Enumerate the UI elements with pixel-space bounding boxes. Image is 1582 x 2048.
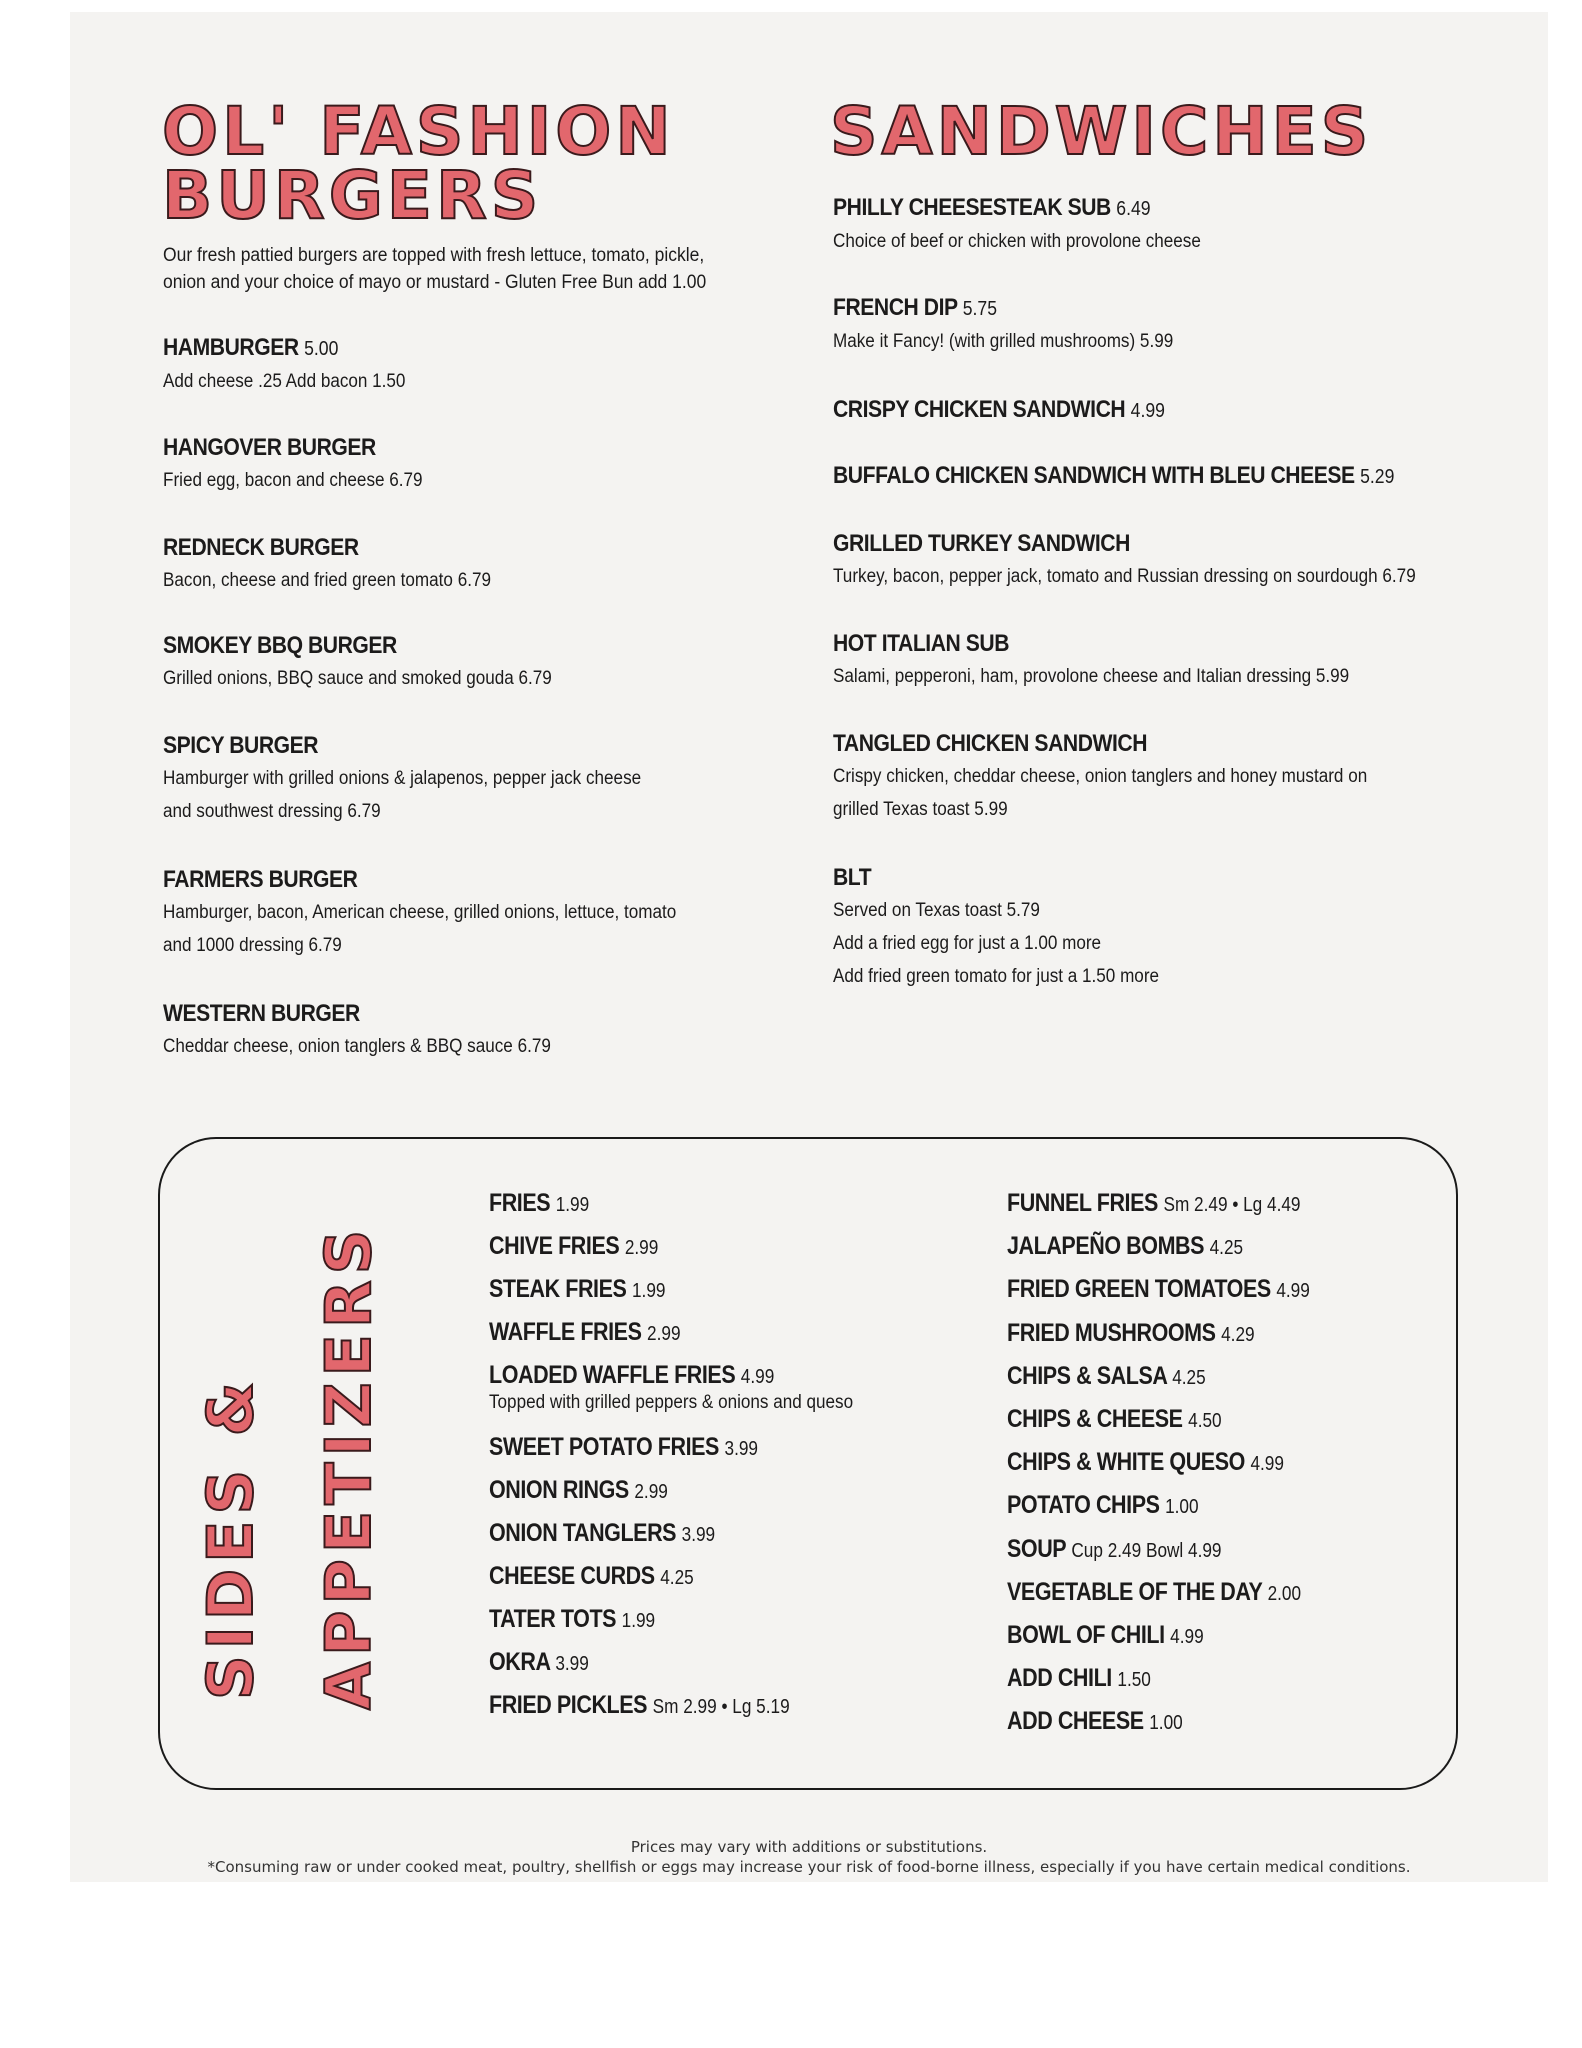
menu-item-description: and 1000 dressing 6.79 (163, 935, 342, 956)
menu-item-name (163, 998, 360, 1030)
menu-item-title: FARMERS BURGER (163, 866, 358, 893)
menu-item-title: FUNNEL FRIES (1007, 1189, 1158, 1217)
menu-item (833, 628, 1513, 693)
menu-item-title: HANGOVER BURGER (163, 434, 376, 461)
menu-item-name (1007, 1231, 1243, 1263)
menu-item-title: CHIPS & WHITE QUESO (1007, 1448, 1245, 1477)
menu-item (1007, 1274, 1359, 1306)
menu-item-title: BUFFALO CHICKEN SANDWICH WITH BLEU CHEESE (833, 462, 1355, 489)
sandwiches-heading-line: SANDWICHES (830, 93, 1373, 170)
menu-item-price: 5.00 (304, 338, 339, 360)
menu-item-name (1007, 1663, 1151, 1695)
menu-item-title: STEAK FRIES (489, 1275, 627, 1303)
menu-item-name (833, 728, 1147, 760)
menu-item-title: WAFFLE FRIES (489, 1318, 642, 1346)
menu-item (833, 728, 1513, 826)
menu-item-title: SPICY BURGER (163, 732, 319, 759)
menu-item-title: PHILLY CHEESESTEAK SUB (833, 194, 1111, 221)
menu-item-description: Served on Texas toast 5.79 (833, 900, 1040, 921)
menu-item (163, 332, 843, 398)
menu-item-description: Choice of beef or chicken with provolone cheese (833, 231, 1201, 252)
menu-item-name (833, 292, 997, 325)
menu-item (833, 528, 1513, 593)
menu-item-name (833, 192, 1151, 225)
menu-item (833, 862, 1513, 993)
menu-item-description: Fried egg, bacon and cheese 6.79 (163, 470, 423, 491)
menu-item (489, 1317, 712, 1349)
menu-item-name (1007, 1188, 1301, 1220)
menu-item (489, 1231, 686, 1263)
menu-item-name (489, 1231, 658, 1263)
menu-item-name (833, 862, 871, 894)
menu-item-name (1007, 1361, 1206, 1393)
menu-item-name (1007, 1318, 1255, 1350)
menu-item-name (489, 1432, 758, 1464)
sides-heading-line: APPETIZERS (312, 1223, 385, 1710)
menu-item-price: 1.99 (631, 1280, 666, 1302)
menu-item-title: LOADED WAFFLE FRIES (489, 1361, 736, 1389)
menu-item-title: BLT (833, 864, 872, 891)
menu-item-title: SMOKEY BBQ BURGER (163, 632, 397, 659)
menu-item-name (163, 730, 318, 762)
menu-item (1007, 1188, 1348, 1220)
menu-item-price: 4.25 (660, 1567, 694, 1589)
menu-item-price: 1.99 (555, 1194, 590, 1216)
menu-item (1007, 1490, 1230, 1522)
menu-item-name (163, 864, 357, 896)
menu-item-price: 6.49 (1116, 198, 1151, 220)
menu-item-title: GRILLED TURKEY SANDWICH (833, 530, 1130, 557)
menu-item-name (1007, 1620, 1204, 1652)
menu-item-title: SWEET POTATO FRIES (489, 1433, 719, 1461)
menu-item-name (163, 630, 397, 662)
menu-item-description: Turkey, bacon, pepper jack, tomato and Russian dressing on sourdough 6.79 (833, 566, 1416, 587)
menu-item-name (1007, 1274, 1310, 1306)
menu-item-name (163, 432, 376, 464)
menu-item-name (489, 1604, 655, 1636)
menu-item-price: Sm 2.99 • Lg 5.19 (652, 1696, 790, 1718)
menu-item (833, 460, 1513, 493)
menu-item (489, 1647, 605, 1679)
menu-item (1007, 1620, 1236, 1652)
menu-item-name (489, 1188, 589, 1220)
menu-item-price: 3.99 (555, 1653, 589, 1675)
menu-item-name (833, 628, 1009, 660)
menu-item-title: JALAPEÑO BOMBS (1007, 1232, 1205, 1261)
menu-item-title: ONION RINGS (489, 1476, 629, 1504)
burgers-intro-line: onion and your choice of mayo or mustard - Gluten Free Bun add 1.00 (163, 272, 707, 293)
menu-item-price: 4.99 (1276, 1280, 1310, 1303)
menu-item (1007, 1361, 1238, 1393)
menu-item-name (489, 1647, 589, 1679)
menu-item (489, 1188, 606, 1220)
menu-item (1007, 1231, 1282, 1263)
menu-item (833, 292, 1513, 358)
menu-item-title: ADD CHILI (1007, 1664, 1112, 1693)
burgers-heading-line: OL' FASHION (162, 93, 675, 170)
menu-item-title: FRIES (489, 1189, 551, 1217)
menu-item-title: POTATO CHIPS (1007, 1491, 1160, 1520)
menu-item-title: VEGETABLE OF THE DAY (1007, 1577, 1263, 1606)
menu-item-title: CHIPS & SALSA (1007, 1361, 1167, 1390)
menu-item (1007, 1663, 1174, 1695)
menu-item-name (163, 332, 338, 365)
menu-item (489, 1561, 727, 1593)
menu-item (833, 394, 1513, 427)
menu-item-description: Add cheese .25 Add bacon 1.50 (163, 371, 406, 392)
menu-item-price: 5.75 (962, 298, 997, 320)
menu-item-title: BOWL OF CHILI (1007, 1621, 1165, 1649)
sides-heading-line: SIDES & (194, 1376, 267, 1700)
menu-item-description: Hamburger with grilled onions & jalapenos, pepper jack cheese (163, 768, 642, 789)
menu-item-name (1007, 1577, 1301, 1609)
menu-item-price: 2.99 (634, 1481, 668, 1503)
menu-item-title: FRIED MUSHROOMS (1007, 1318, 1216, 1347)
burgers-heading (162, 93, 675, 234)
menu-item (163, 630, 843, 695)
menu-item-title: TATER TOTS (489, 1605, 617, 1633)
burgers-heading-line: BURGERS (162, 157, 543, 234)
menu-item (489, 1690, 839, 1722)
menu-item-price: 4.25 (1172, 1366, 1206, 1389)
menu-item-description: Topped with grilled peppers & onions and queso (489, 1392, 854, 1413)
sandwiches-heading (830, 93, 1373, 170)
menu-item-description: Add a fried egg for just a 1.00 more (833, 933, 1102, 954)
menu-item (1007, 1534, 1256, 1566)
menu-item-price: 4.99 (1130, 400, 1165, 422)
menu-item-title: CHIPS & CHEESE (1007, 1405, 1183, 1433)
menu-item (489, 1475, 697, 1507)
menu-item-name (1007, 1706, 1183, 1738)
menu-item-title: CRISPY CHICKEN SANDWICH (833, 396, 1126, 423)
menu-item (163, 432, 843, 497)
menu-item (489, 1274, 694, 1306)
menu-item-title: REDNECK BURGER (163, 534, 359, 561)
menu-item (163, 532, 843, 597)
menu-item-description: Make it Fancy! (with grilled mushrooms) 5.99 (833, 331, 1174, 352)
menu-item (1007, 1318, 1295, 1350)
sides-heading (194, 1190, 420, 1710)
menu-item-name (489, 1561, 694, 1593)
menu-item-description: Crispy chicken, cheddar cheese, onion tanglers and honey mustard on (833, 766, 1368, 787)
menu-item-name (833, 528, 1130, 560)
menu-item (1007, 1447, 1329, 1479)
menu-item-name (1007, 1534, 1222, 1566)
menu-item-title: CHIVE FRIES (489, 1232, 620, 1260)
menu-item (489, 1518, 752, 1550)
menu-item-name (1007, 1447, 1284, 1479)
menu-item-title: WESTERN BURGER (163, 1000, 360, 1027)
menu-item-name (489, 1360, 774, 1392)
menu-item-title: ADD CHEESE (1007, 1707, 1144, 1736)
burgers-intro (163, 242, 706, 296)
menu-item-name (489, 1518, 715, 1550)
menu-item (163, 730, 843, 828)
menu-item-name (833, 394, 1165, 427)
menu-item (1007, 1577, 1349, 1609)
menu-item (163, 864, 843, 962)
menu-item-name (489, 1317, 681, 1349)
menu-item-price: 3.99 (681, 1524, 716, 1546)
menu-item-name (1007, 1490, 1199, 1522)
menu-item-price: 4.50 (1188, 1410, 1222, 1432)
menu-item-price: 4.25 (1209, 1237, 1244, 1260)
menu-item-price: Cup 2.49 Bowl 4.99 (1071, 1539, 1222, 1562)
menu-item (833, 192, 1513, 258)
menu-item-description: Hamburger, bacon, American cheese, grilled onions, lettuce, tomato (163, 902, 677, 923)
menu-item-price: 4.29 (1221, 1323, 1255, 1346)
menu-item-price: 4.99 (740, 1366, 775, 1388)
menu-item-price: 2.00 (1267, 1582, 1302, 1605)
menu-item-title: SOUP (1007, 1534, 1066, 1563)
menu-item-price: 2.99 (647, 1323, 681, 1345)
menu-item-description: Salami, pepperoni, ham, provolone cheese and Italian dressing 5.99 (833, 666, 1350, 687)
menu-item-name (1007, 1404, 1222, 1436)
menu-item-description: and southwest dressing 6.79 (163, 801, 381, 822)
menu-item-price: Sm 2.49 • Lg 4.49 (1163, 1194, 1301, 1216)
menu-item (1007, 1404, 1257, 1436)
menu-item-title: OKRA (489, 1648, 550, 1676)
menu-item-price: 5.29 (1360, 466, 1395, 488)
menu-item-title: ONION TANGLERS (489, 1519, 677, 1547)
menu-item-title: FRENCH DIP (833, 294, 958, 321)
menu-item-price: 4.99 (1170, 1626, 1204, 1648)
menu-item-price: 1.99 (621, 1610, 656, 1632)
menu-item-name (833, 460, 1394, 493)
menu-item-price: 4.99 (1250, 1453, 1284, 1476)
menu-item-description: grilled Texas toast 5.99 (833, 799, 1008, 820)
menu-item-name (489, 1690, 790, 1722)
footer-consumption-warning: *Consuming raw or under cooked meat, poultry, shellfish or eggs may increase your risk of food-borne illness, especially if you have certain medical conditions. (207, 1858, 1411, 1876)
footer-prices-note: Prices may vary with additions or substitutions. (630, 1838, 988, 1856)
menu-item-description: Grilled onions, BBQ sauce and smoked gouda 6.79 (163, 668, 552, 689)
menu-item (489, 1432, 802, 1464)
menu-item-price: 1.00 (1149, 1712, 1183, 1735)
menu-item-price: 2.99 (624, 1237, 659, 1259)
menu-item-title: HOT ITALIAN SUB (833, 630, 1010, 657)
menu-item-title: TANGLED CHICKEN SANDWICH (833, 730, 1148, 757)
menu-item-price: 3.99 (724, 1438, 759, 1460)
menu-item-title: FRIED PICKLES (489, 1691, 648, 1719)
menu-item-description: Cheddar cheese, onion tanglers & BBQ sauce 6.79 (163, 1036, 551, 1057)
menu-item-price: 1.50 (1117, 1669, 1151, 1692)
menu-item-name (163, 532, 359, 564)
menu-item-name (489, 1274, 665, 1306)
menu-item-title: HAMBURGER (163, 334, 299, 361)
menu-item (163, 998, 843, 1063)
menu-item-description: Bacon, cheese and fried green tomato 6.79 (163, 570, 491, 591)
menu-item (489, 1604, 682, 1636)
menu-item-title: CHEESE CURDS (489, 1562, 655, 1590)
burgers-intro-line: Our fresh pattied burgers are topped with fresh lettuce, tomato, pickle, (163, 245, 705, 266)
menu-item (1007, 1706, 1211, 1738)
menu-item-description: Add fried green tomato for just a 1.50 more (833, 966, 1160, 987)
menu-item (489, 1360, 894, 1414)
menu-item-price: 1.00 (1165, 1496, 1199, 1519)
menu-item-name (489, 1475, 668, 1507)
menu-item-title: FRIED GREEN TOMATOES (1007, 1275, 1271, 1304)
